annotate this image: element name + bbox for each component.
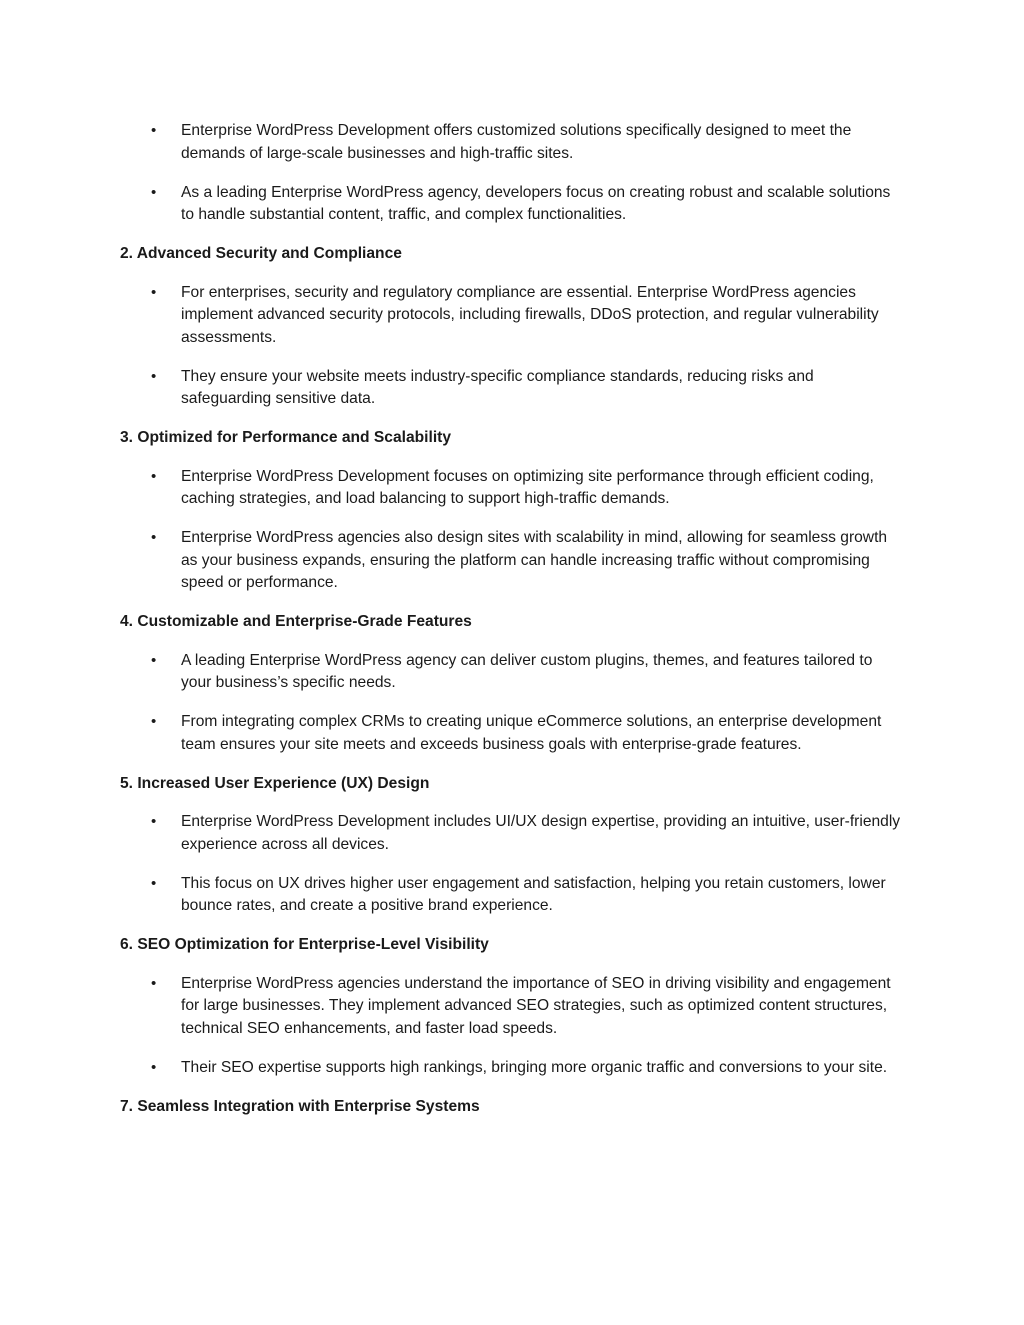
list-item <box>120 650 906 695</box>
section-heading: 4. Customizable and Enterprise-Grade Features <box>120 613 472 630</box>
list-item-text: A leading Enterprise WordPress agency can deliver custom plugins, themes, and features tailored to your business’s specific needs. <box>181 651 873 691</box>
list-item <box>120 527 906 595</box>
list-item-text: As a leading Enterprise WordPress agency, developers focus on creating robust and scalable solutions to handle substantial content, traffic, and complex functionalities. <box>181 183 891 223</box>
bullet-icon: • <box>151 122 157 139</box>
bullet-icon: • <box>151 713 157 730</box>
list-item-text: Enterprise WordPress agencies also design sites with scalability in mind, allowing for seamless growth as your business expands, ensuring the platform can handle increasing traffic without compromising speed or performance. <box>181 529 888 591</box>
list-item-text: They ensure your website meets industry-specific compliance standards, reducing risks and safeguarding sensitive data. <box>181 367 814 407</box>
list-item <box>120 811 906 856</box>
list-item <box>120 466 906 511</box>
bullet-icon: • <box>151 283 157 301</box>
bullet-icon: • <box>151 974 157 992</box>
section-bullet-list <box>120 282 906 411</box>
list-item <box>120 282 906 350</box>
section-bullet-list <box>120 973 906 1080</box>
section-heading: 3. Optimized for Performance and Scalability <box>120 429 452 446</box>
list-item-text: Enterprise WordPress Development includes UI/UX design expertise, providing an intuitive, user-friendly experience across all devices. <box>181 813 901 853</box>
intro-bullet-list <box>120 120 906 227</box>
list-item-text: For enterprises, security and regulatory compliance are essential. Enterprise WordPress agencies implement advanced security protocols, including firewalls, DDoS protection, and regular vulnerability assessments. <box>181 283 879 346</box>
list-item <box>120 120 906 165</box>
list-item-text: This focus on UX drives higher user engagement and satisfaction, helping you retain customers, lower bounce rates, and create a positive brand experience. <box>181 874 886 914</box>
bullet-icon: • <box>151 874 157 892</box>
section-heading: 7. Seamless Integration with Enterprise Systems <box>120 1097 480 1115</box>
list-item <box>120 366 906 411</box>
section-bullet-list <box>120 466 906 595</box>
bullet-icon: • <box>151 183 157 201</box>
bullet-icon: • <box>151 1058 157 1076</box>
list-item-text: Enterprise WordPress agencies understand the importance of SEO in driving visibility and engagement for large businesses. They implement advanced SEO strategies, such as optimized content structures, technical SEO enhancements, and faster load speeds. <box>181 974 891 1037</box>
list-item <box>120 973 906 1041</box>
list-item-text: Enterprise WordPress Development offers customized solutions specifically designed to meet the demands of large-scale businesses and high-traffic sites. <box>181 122 852 162</box>
list-item <box>120 711 906 756</box>
bullet-icon: • <box>151 367 157 385</box>
section-bullet-list <box>120 650 906 757</box>
section-bullet-list <box>120 811 906 918</box>
section-heading: 6. SEO Optimization for Enterprise-Level Visibility <box>120 936 489 953</box>
list-item-text: From integrating complex CRMs to creating unique eCommerce solutions, an enterprise development team ensures your site meets and exceeds business goals with enterprise-grade features. <box>181 713 882 753</box>
section-heading: 5. Increased User Experience (UX) Design <box>120 774 430 792</box>
section-heading: 2. Advanced Security and Compliance <box>120 245 402 262</box>
list-item <box>120 873 906 918</box>
list-item <box>120 1057 906 1080</box>
bullet-icon: • <box>151 813 157 830</box>
list-item-text: Their SEO expertise supports high rankings, bringing more organic traffic and conversions to your site. <box>181 1058 888 1076</box>
bullet-icon: • <box>151 651 157 669</box>
list-item <box>120 182 906 227</box>
bullet-icon: • <box>151 467 157 485</box>
bullet-icon: • <box>151 529 157 546</box>
list-item-text: Enterprise WordPress Development focuses on optimizing site performance through efficient coding, caching strategies, and load balancing to support high-traffic demands. <box>181 467 874 507</box>
